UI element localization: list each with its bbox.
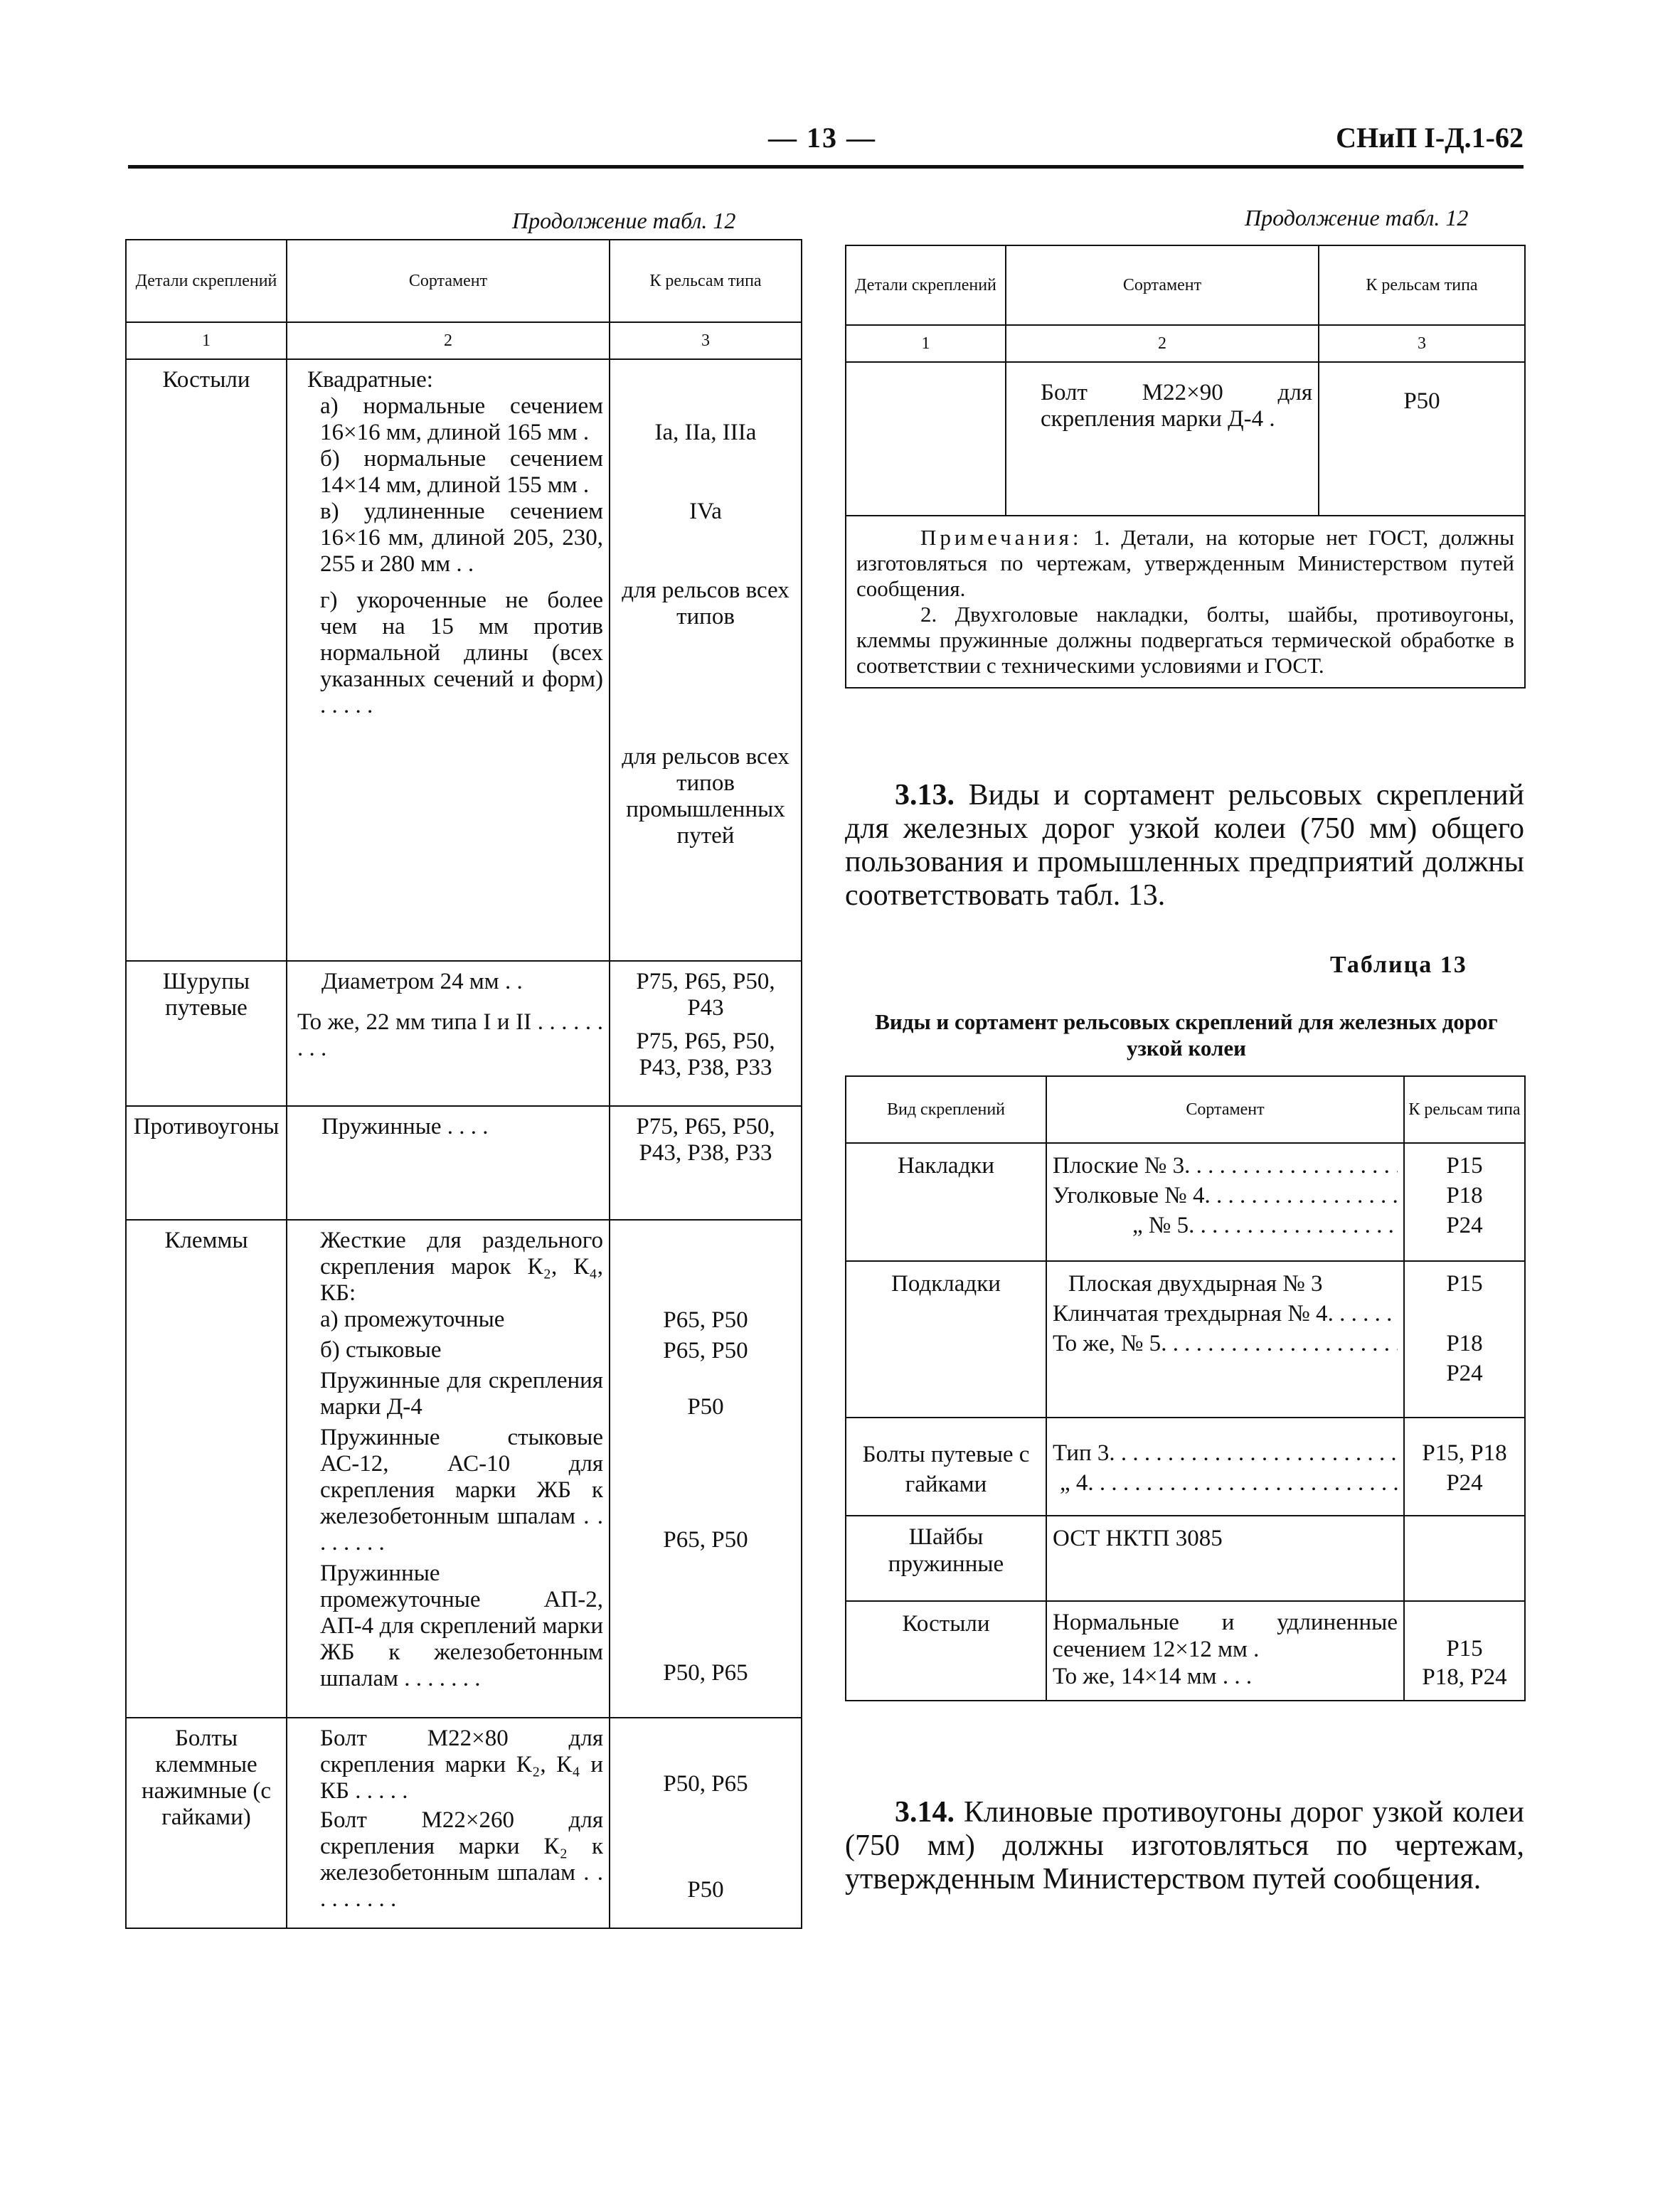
rail-value: Р24 xyxy=(1446,1213,1483,1238)
table-13-label: Таблица 13 xyxy=(1330,952,1467,978)
col-number: 3 xyxy=(1319,325,1525,362)
list-item: Плоские № 3 . . . xyxy=(1053,1151,1398,1181)
assortment-cell xyxy=(1046,1261,1404,1418)
assortment-cell xyxy=(287,1106,610,1220)
list-item: Пружинные промежуточные АП-2, АП-4 для скреплений марки ЖБ к железобетонным шпалам . . . . . . . xyxy=(320,1561,603,1691)
paragraph-text: Виды и сортамент рельсовых скреплений для железных дорог узкой колеи (750 мм) общего пользования и промышленных предприятий должны соответствовать табл. 13. xyxy=(845,779,1525,912)
rail-value: IVa xyxy=(689,499,722,524)
list-item: „ 4 . . . xyxy=(1053,1468,1398,1498)
rail-cell xyxy=(610,1718,802,1928)
table-13 xyxy=(845,1075,1526,1701)
table-row xyxy=(126,1718,802,1928)
document-code: СНиП I-Д.1-62 xyxy=(1336,122,1524,154)
rail-cell xyxy=(1404,1418,1525,1516)
table-row xyxy=(126,1220,802,1718)
notes-row xyxy=(846,516,1525,688)
detail-cell: Костыли xyxy=(126,359,287,961)
note-2: 2. Двухголовые накладки, болты, шайбы, противоугоны, клеммы пружинные должны подвергаться термической обработке в соответствии с техническими условиями и ГОСТ. xyxy=(856,602,1514,678)
list-item: а) нормальные сечением 16×16 мм, длиной 165 мм . xyxy=(320,393,603,445)
rail-value: для рельсов всех типов xyxy=(622,578,790,629)
col-number: 2 xyxy=(287,322,610,359)
assortment-cell xyxy=(287,359,610,961)
list-item: То же, № 5 . . . xyxy=(1053,1329,1398,1359)
rail-value: Р24 xyxy=(1446,1470,1483,1496)
assortment-cell xyxy=(1046,1601,1404,1701)
col-header-kind: Вид скреплений xyxy=(846,1076,1046,1143)
rail-value: Р24 xyxy=(1446,1361,1483,1386)
col-number: 3 xyxy=(610,322,802,359)
col-header-assortment: Сортамент xyxy=(1046,1076,1404,1143)
header-rule xyxy=(128,165,1524,169)
list-item: Уголковые № 4 . . . xyxy=(1053,1181,1398,1211)
list-item: Пружинные для скрепления марки Д-4 xyxy=(320,1368,603,1420)
rail-value: Ia, IIa, IIIa xyxy=(654,420,757,445)
rail-cell xyxy=(610,1220,802,1718)
list-item: Пружинные стыковые АС-12, АС-10 для скрепления марки ЖБ к железобетонным шпалам . . . . . . . . xyxy=(320,1425,603,1556)
rail-value: Р50, Р65 xyxy=(663,1771,748,1797)
kind-cell: Шайбы пружинные xyxy=(846,1516,1046,1601)
col-number: 1 xyxy=(126,322,287,359)
paragraph-3-14 xyxy=(845,1796,1524,1896)
table-13-title: Виды и сортамент рельсовых скреплений для железных дорог узкой колеи xyxy=(875,1009,1498,1060)
rail-value: Р15 xyxy=(1446,1153,1483,1179)
col-header-details: Детали скреплений xyxy=(846,245,1006,325)
rail-value: Р65, Р50 xyxy=(663,1527,748,1553)
table-row xyxy=(126,359,802,961)
detail-cell: Шурупы путевые xyxy=(126,961,287,1106)
list-item: Болт М22×90 для скрепления марки Д-4 . xyxy=(1041,380,1312,432)
list-item: Жесткие для раздельного скрепления марок К₂, К₄, КБ: xyxy=(320,1228,603,1306)
col-number: 2 xyxy=(1006,325,1319,362)
rail-cell xyxy=(1404,1516,1525,1601)
detail-cell: Противоугоны xyxy=(126,1106,287,1220)
list-item: Плоская двухдырная № 3 xyxy=(1068,1271,1323,1297)
rail-value: Р50 xyxy=(1403,388,1440,414)
rail-value: Р65, Р50 xyxy=(663,1307,748,1333)
kind-cell: Костыли xyxy=(846,1601,1046,1701)
rail-value: Р15, Р18 xyxy=(1422,1440,1507,1466)
rail-value: Р50, Р65 xyxy=(663,1660,748,1686)
table-row xyxy=(126,961,802,1106)
list-item: „ № 5 . . . xyxy=(1053,1211,1398,1240)
table-12-continued-left xyxy=(125,239,802,1929)
left-continuation-caption: Продолжение табл. 12 xyxy=(512,208,736,233)
table-12-continued-right xyxy=(845,245,1526,689)
col-header-details: Детали скреплений xyxy=(126,240,287,322)
assortment-cell xyxy=(1006,362,1319,516)
paragraph-text: Клиновые противоугоны дорог узкой колеи (750 мм) должны изготовляться по чертежам, утвержденным Министерством путей сообщения. xyxy=(845,1796,1524,1896)
list-item: Болт М22×80 для скрепления марки К₂, К₄ и КБ . . . . . xyxy=(320,1726,603,1804)
detail-cell xyxy=(846,362,1006,516)
list-item: Болт М22×260 для скрепления марки К₂ к железобетонным шпалам . . . . . . . . . xyxy=(320,1807,603,1912)
rail-value: Р15 xyxy=(1446,1271,1483,1297)
right-continuation-caption: Продолжение табл. 12 xyxy=(1245,205,1469,230)
list-item: б) стыковые xyxy=(320,1337,442,1363)
rail-value: для рельсов всех типов промышленных путей xyxy=(622,744,790,849)
col-header-rail-type: К рельсам типа xyxy=(610,240,802,322)
table-row xyxy=(846,1143,1525,1261)
list-item: Тип 3 . . . xyxy=(1053,1438,1398,1468)
rail-value: Р50 xyxy=(687,1394,724,1420)
kind-cell: Подкладки xyxy=(846,1261,1046,1418)
table-row xyxy=(126,1106,802,1220)
col-header-assortment: Сортамент xyxy=(1006,245,1319,325)
list-item: а) промежуточные xyxy=(320,1307,505,1332)
rail-value: Р65, Р50 xyxy=(663,1338,748,1363)
table-row xyxy=(846,1261,1525,1418)
rail-value: Р75, Р65, Р50, Р43, Р38, Р33 xyxy=(636,1028,775,1080)
rail-cell xyxy=(610,359,802,961)
rail-value: Р75, Р65, Р50, Р43 xyxy=(636,969,775,1021)
col-number: 1 xyxy=(846,325,1006,362)
table-row xyxy=(846,1516,1525,1601)
paragraph-number: 3.13. xyxy=(895,779,955,812)
list-item: в) удлиненные сечением 16×16 мм, длиной 205, 230, 255 и 280 мм . . xyxy=(320,499,603,577)
rail-value: Р18, Р24 xyxy=(1422,1664,1507,1690)
detail-cell: Клеммы xyxy=(126,1220,287,1718)
table-row xyxy=(846,1601,1525,1701)
col-header-rail-type: К рельсам типа xyxy=(1404,1076,1525,1143)
list-item: То же, 14×14 мм . . . xyxy=(1053,1664,1253,1689)
assortment-cell xyxy=(1046,1516,1404,1601)
list-item: Клинчатая трехдырная № 4 . . . xyxy=(1053,1299,1398,1329)
list-item: г) укороченные не более чем на 15 мм против нормальной длины (всех указанных сечений и форм) . . . . . xyxy=(320,588,603,718)
list-item: Нормальные и удлиненные сечением 12×12 мм . xyxy=(1053,1610,1398,1662)
notes-cell xyxy=(846,516,1525,688)
assortment-cell xyxy=(287,1718,610,1928)
rail-cell xyxy=(1404,1601,1525,1701)
rail-value: Р18 xyxy=(1446,1183,1483,1208)
list-item: Квадратные: xyxy=(307,367,433,393)
list-item: ОСТ НКТП 3085 xyxy=(1053,1526,1223,1551)
table-row xyxy=(846,362,1525,516)
rail-cell xyxy=(1404,1261,1525,1418)
assortment-cell xyxy=(1046,1143,1404,1261)
assortment-cell xyxy=(287,1220,610,1718)
rail-cell xyxy=(610,961,802,1106)
assortment-cell xyxy=(1046,1418,1404,1516)
rail-cell xyxy=(610,1106,802,1220)
list-item: б) нормальные сечением 14×14 мм, длиной 155 мм . xyxy=(320,446,603,498)
rail-cell xyxy=(1404,1143,1525,1261)
note-1: Примечания: 1. Детали, на которые нет ГОСТ, должны изготовляться по чертежам, утвержденным Министерством путей сообщения. xyxy=(856,525,1514,601)
assortment-cell xyxy=(287,961,610,1106)
page-number: — 13 — xyxy=(768,122,876,154)
rail-value: Р50 xyxy=(687,1877,724,1903)
rail-cell xyxy=(1319,362,1525,516)
detail-cell: Болты клеммные нажимные (с гайками) xyxy=(126,1718,287,1928)
notes-label: Примечания: xyxy=(920,525,1083,550)
kind-cell: Накладки xyxy=(846,1143,1046,1261)
kind-cell: Болты путевые с гайками xyxy=(846,1418,1046,1516)
paragraph-3-13 xyxy=(845,779,1524,913)
list-item: То же, 22 мм типа I и II . . . . . . . . . xyxy=(297,1009,603,1061)
list-item: Диаметром 24 мм . . xyxy=(321,969,523,994)
rail-value: Р75, Р65, Р50, Р43, Р38, Р33 xyxy=(636,1114,775,1166)
rail-value: Р15 xyxy=(1446,1636,1483,1662)
col-header-assortment: Сортамент xyxy=(287,240,610,322)
list-item: Пружинные . . . . xyxy=(321,1114,489,1139)
table-row xyxy=(846,1418,1525,1516)
paragraph-number: 3.14. xyxy=(895,1796,955,1829)
rail-value: Р18 xyxy=(1446,1331,1483,1356)
col-header-rail-type: К рельсам типа xyxy=(1319,245,1525,325)
